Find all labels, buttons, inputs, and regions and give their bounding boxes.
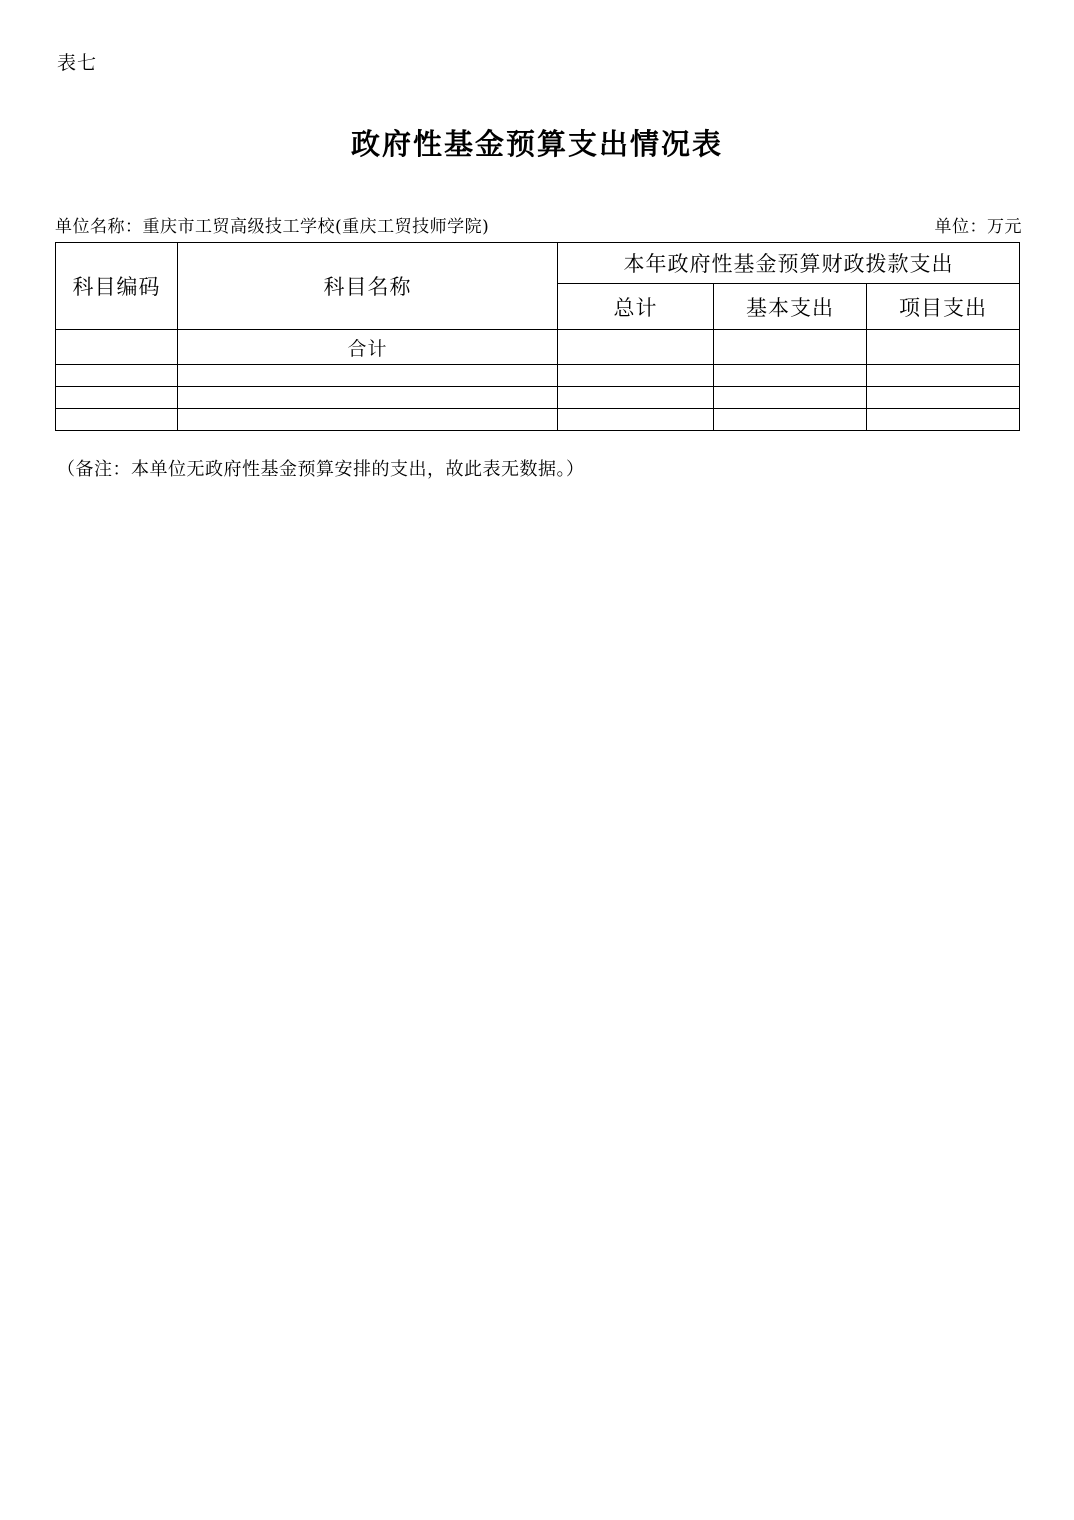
table-row [56, 330, 1020, 365]
meta-row [55, 212, 1022, 237]
unit-name-label: 单位名称： [55, 217, 143, 237]
cell-basic [714, 409, 867, 431]
cell-project [867, 330, 1020, 365]
column-header-project: 项目支出 [867, 284, 1020, 330]
cell-project [867, 365, 1020, 387]
unit-name [55, 212, 489, 237]
table-body [56, 330, 1020, 431]
cell-basic [714, 365, 867, 387]
form-number-label: 表七 [57, 52, 98, 74]
cell-code [56, 387, 178, 409]
cell-code [56, 365, 178, 387]
cell-name [178, 409, 558, 431]
cell-total [558, 365, 714, 387]
column-header-code: 科目编码 [56, 243, 178, 330]
unit-name-value: 重庆市工贸高级技工学校(重庆工贸技师学院) [142, 217, 490, 237]
column-header-basic: 基本支出 [714, 284, 867, 330]
cell-basic [714, 330, 867, 365]
column-header-name: 科目名称 [178, 243, 558, 330]
cell-project [867, 387, 1020, 409]
column-group-header-expenditure: 本年政府性基金预算财政拨款支出 [558, 243, 1020, 284]
table-header-row-1 [56, 243, 1020, 284]
cell-name [178, 365, 558, 387]
budget-table [55, 242, 1020, 431]
cell-name [178, 387, 558, 409]
cell-total [558, 330, 714, 365]
column-header-total: 总计 [558, 284, 714, 330]
cell-project [867, 409, 1020, 431]
cell-code [56, 409, 178, 431]
page-title: 政府性基金预算支出情况表 [350, 127, 723, 161]
cell-name: 合计 [178, 330, 558, 365]
table-row [56, 409, 1020, 431]
table-row [56, 365, 1020, 387]
amount-unit: 单位：万元 [934, 217, 1022, 237]
table-note: （备注：本单位无政府性基金预算安排的支出，故此表无数据。） [57, 459, 585, 480]
cell-code [56, 330, 178, 365]
table-head [56, 243, 1020, 330]
cell-total [558, 409, 714, 431]
cell-basic [714, 387, 867, 409]
table-row [56, 387, 1020, 409]
cell-total [558, 387, 714, 409]
